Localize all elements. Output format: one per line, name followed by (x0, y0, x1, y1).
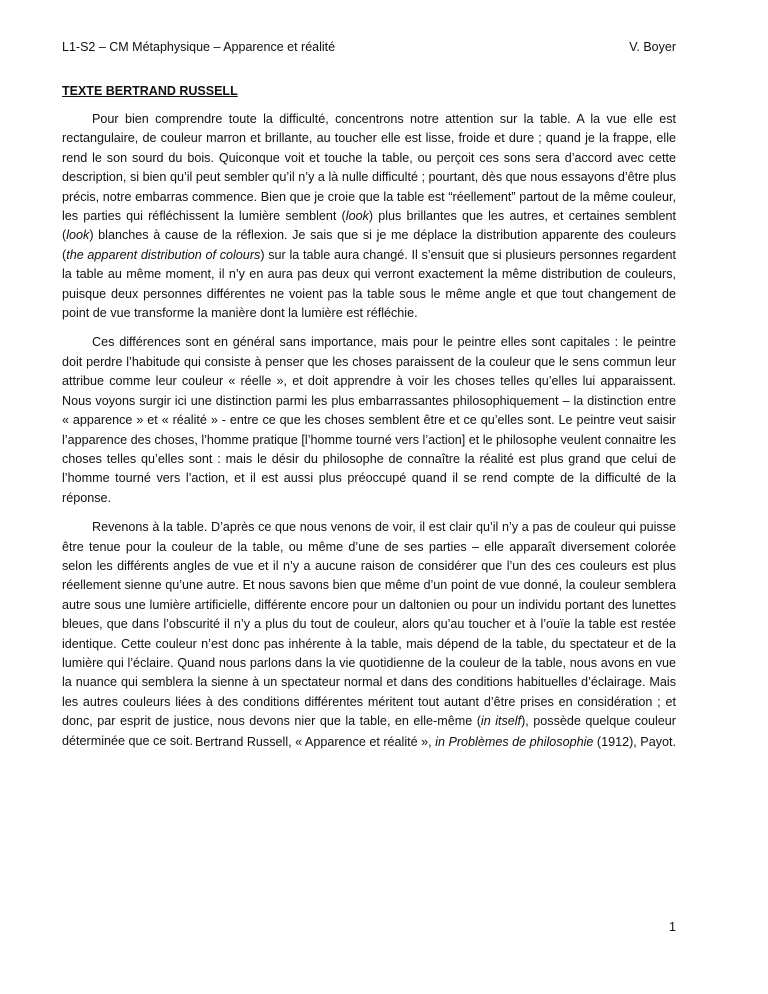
p1-text-c: ) blanches à cause de la réflexion. Je sais que si je me déplace la distribution apparente des couleurs ( (62, 228, 676, 262)
citation (195, 735, 676, 749)
p3-text-b: ), possède quelque couleur déterminée que ce soit. (62, 714, 676, 748)
citation-author: Bertrand Russell, « Apparence et réalité », (195, 735, 436, 749)
document-title: TEXTE BERTRAND RUSSELL (62, 84, 238, 98)
paragraph-1 (62, 110, 676, 323)
header-course-title: L1-S2 – CM Métaphysique – Apparence et réalité (62, 40, 336, 54)
p1-apparent-distribution: the apparent distribution of colours (66, 247, 261, 262)
paragraph-2: Ces différences sont en général sans importance, mais pour le peintre elles sont capitales : le peintre doit perdre l’habitude qui consiste à penser que les choses paraissent de la couleur que le sens commun leur attribue comme leur couleur « réelle », et doit apprendre à voir les choses telles qu’elles lui apparaissent. Nous voyons surgir ici une distinction parmi les plus embarrassantes philosophiquement – la distinction entre « apparence » et « réalité » - entre ce que les choses semblent être et ce qu’elles sont. Le peintre veut saisir l’apparence des choses, l’homme pratique [l’homme tourné vers l’action] et le philosophe veulent connaitre les choses telles qu’elles sont : mais le désir du philosophe de connaître la réalité est plus grand que celui de l’homme tourné vers l’action, et il est aussi plus préoccupé quand il se rend compte de la difficulté de la réponse. (62, 335, 676, 505)
citation-book: in Problèmes de philosophie (435, 735, 594, 749)
document-body (62, 110, 676, 761)
p1-look-1: look (345, 209, 369, 224)
p1-text-b: ) plus brillantes que les autres, et certaines semblent ( (62, 209, 676, 243)
header-author: V. Boyer (629, 40, 676, 54)
p1-text-d: ) sur la table aura changé. Il s’ensuit que si plusieurs personnes regardent la table au même moment, il n’y en aura pas deux qui verront exactement la même distribution de couleurs, puisque deux personnes différentes ne voient pas la table sous le même angle et que tout changement de point de vue transforme la manière dont la lumière est réfléchie. (62, 247, 676, 321)
p1-text-a: Pour bien comprendre toute la difficulté, concentrons notre attention sur la table. A la vue elle est rectangulaire, de couleur marron et brillante, au toucher elle est lisse, froide et dure ; quand je la frappe, elle rend le son sourd du bois. Quiconque voit et touche la table, ou perçoit ces sons sera d’accord avec cette description, si bien qu’il peut sembler qu’il n’y a là nulle difficulté ; pourtant, dès que nous essayons d’être plus précis, notre embarras commence. Bien que je croie que la table est “réellement” partout de la même couleur, les parties qui réfléchissent la lumière semblent ( (62, 112, 676, 224)
citation-publisher: (1912), Payot. (593, 735, 676, 749)
p1-look-2: look (66, 228, 90, 243)
p3-text-a: Revenons à la table. D’après ce que nous venons de voir, il est clair qu’il n’y a pas de couleur qui puisse être tenue pour la couleur de la table, ou même d’une de ses parties – elle apparaît diversement colorée selon les différents angles de vue et il n’y a aucune raison de considérer que l’un des ces couleurs est plus réellement sienne qu’une autre. Et nous savons bien que même d’un point de vue donné, la couleur semblera autre sous une lumière artificielle, différente encore pour un daltonien ou pour un individu portant des lunettes bleues, que dans l’obscurité il n’y a plus du tout de couleur, alors qu’au toucher et à l’ouïe la table est restée identique. Cette couleur n’est donc pas inhérente à la table, mais dépend de la table, du spectateur et de la lumière qui l’éclaire. Quand nous parlons dans la vie quotidienne de la couleur de la table, nous avons en vue la nuance qui semblera la sienne à un spectateur normal et dans des conditions habituelles d’éclairage. Mais les autres couleurs liées à des conditions différentes méritent tout autant d’être prises en considération ; et donc, par esprit de justice, nous devons nier que la table, en elle-même ( (62, 520, 676, 729)
paragraph-3 (62, 518, 676, 751)
page-number: 1 (669, 920, 676, 934)
p3-in-itself: in itself (480, 714, 522, 729)
